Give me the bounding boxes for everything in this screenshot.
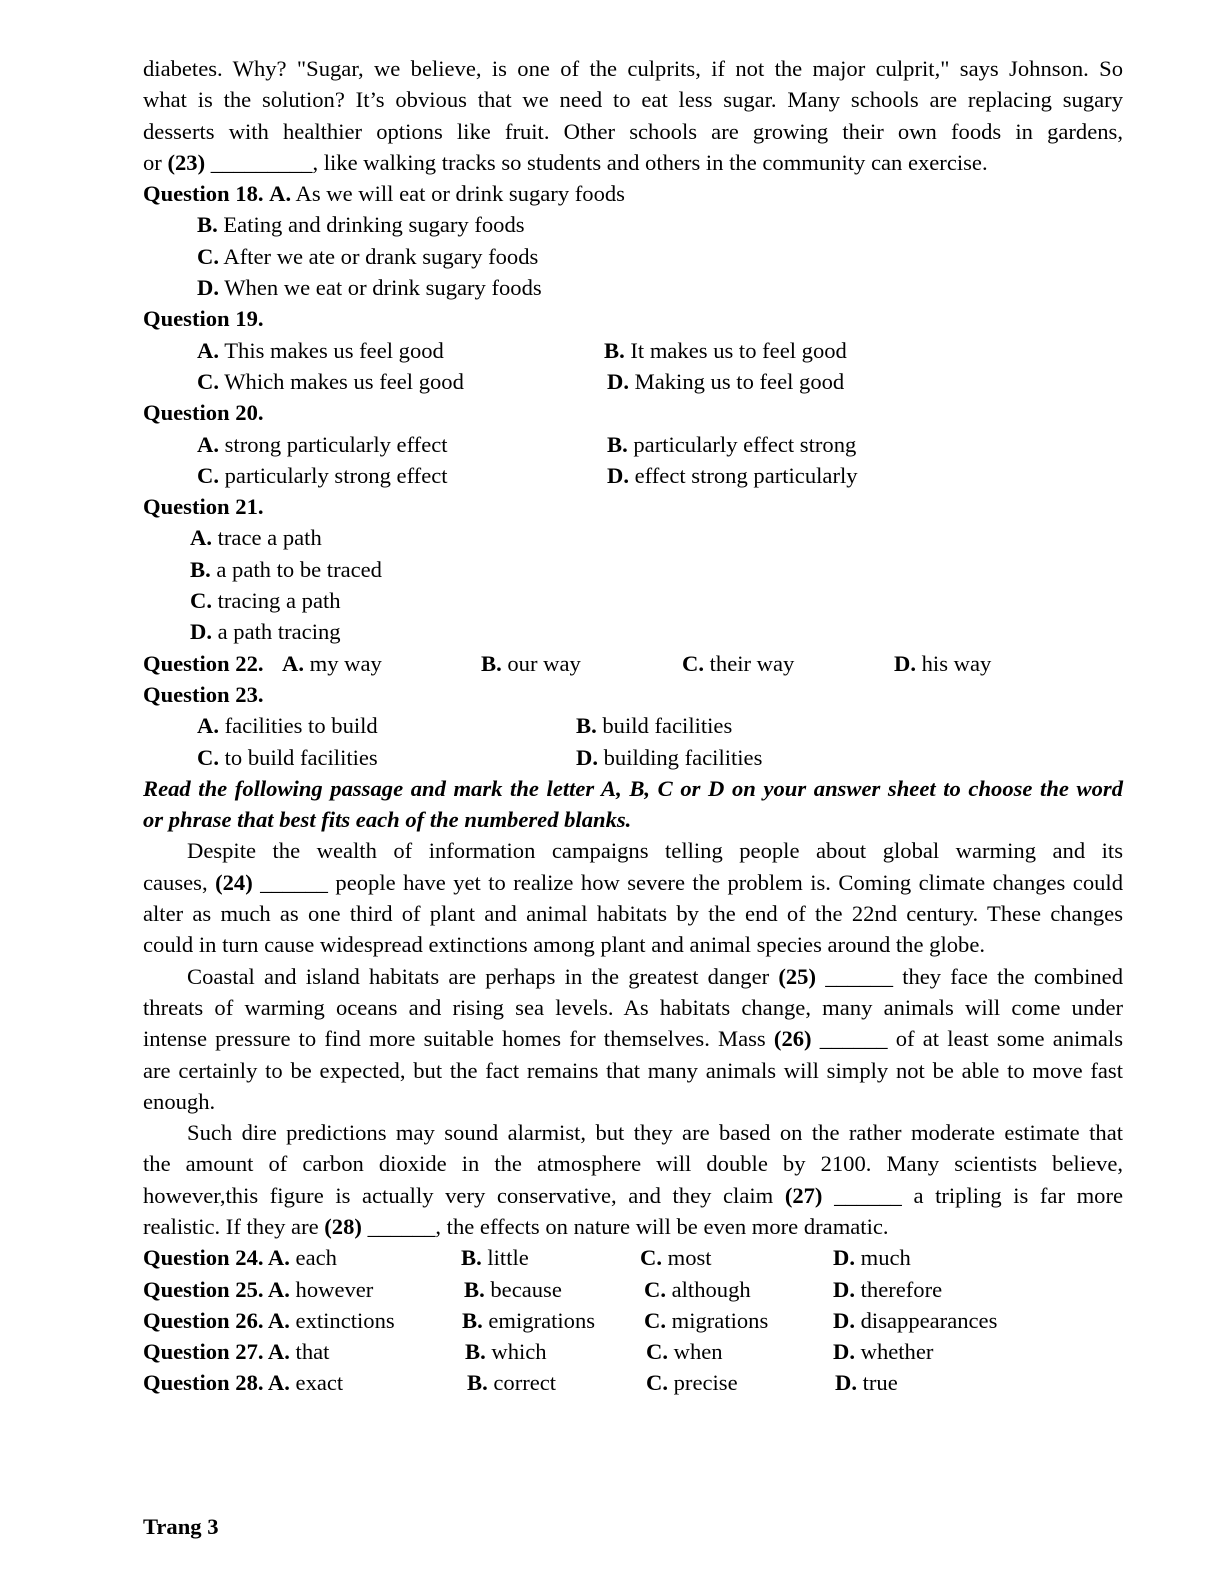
option-d: true xyxy=(862,1370,898,1396)
passage-line: what is the solution? It’s obvious that we need to eat less sugar. Many schools are replacing sugary xyxy=(143,87,1123,113)
question-label: Question 21. xyxy=(143,494,264,520)
passage-line xyxy=(143,147,1123,178)
passage-line: Despite the wealth of information campaigns telling people about global warming and its xyxy=(187,838,1123,864)
option-b: our way xyxy=(507,650,581,676)
option-letter: C. xyxy=(640,1245,662,1271)
option-c-wrap xyxy=(197,742,378,773)
option-c: although xyxy=(671,1276,751,1302)
text: however,this figure is actually very conservative, and they claim xyxy=(143,1182,785,1208)
instruction-line: or phrase that best fits each of the numbered blanks. xyxy=(143,807,632,833)
option-letter: C. xyxy=(646,1339,668,1365)
question-option xyxy=(143,209,1123,240)
blank-number: (26) xyxy=(773,1026,812,1052)
option-c: migrations xyxy=(671,1307,769,1333)
option-c-wrap xyxy=(644,1274,751,1305)
option-a: As we will eat or drink sugary foods xyxy=(295,181,625,207)
option-letter: C. xyxy=(197,744,219,770)
option-b: correct xyxy=(493,1370,557,1396)
question-28 xyxy=(143,1367,1123,1398)
option-b: emigrations xyxy=(488,1307,596,1333)
option-c-wrap xyxy=(646,1367,738,1398)
option-c: Which makes us feel good xyxy=(224,368,464,394)
option-c: when xyxy=(673,1339,723,1365)
option-letter: C. xyxy=(197,243,219,269)
option-letter: C. xyxy=(644,1276,666,1302)
passage-line xyxy=(143,961,1123,992)
question-18 xyxy=(143,178,1123,209)
option-letter: B. xyxy=(461,1245,482,1271)
text: _________, like walking tracks so students and others in the community can exercise. xyxy=(205,149,988,175)
option-letter: D. xyxy=(833,1245,855,1271)
option-c: particularly strong effect xyxy=(224,462,448,488)
option-a: facilities to build xyxy=(224,713,378,739)
option-d: effect strong particularly xyxy=(634,462,858,488)
text: Coastal and island habitats are perhaps in the greatest danger xyxy=(187,963,779,989)
question-25 xyxy=(143,1274,1123,1305)
option-a: extinctions xyxy=(295,1307,395,1333)
question-option-row xyxy=(143,366,1123,397)
question-21 xyxy=(143,491,1123,522)
option-b: because xyxy=(490,1276,562,1302)
page-content xyxy=(143,53,1123,1399)
option-d-wrap xyxy=(607,460,858,491)
passage-line xyxy=(143,1180,1123,1211)
option-c: precise xyxy=(673,1370,738,1396)
question-option-row xyxy=(143,710,1123,741)
option-letter: D. xyxy=(190,619,212,645)
text: intense pressure to find more suitable homes for themselves. Mass xyxy=(143,1026,774,1052)
option-b-wrap xyxy=(464,1274,562,1305)
option-c-wrap xyxy=(197,366,464,397)
question-label: Question 28. A. xyxy=(143,1370,290,1396)
option-b-wrap xyxy=(607,429,856,460)
option-a: each xyxy=(295,1245,337,1271)
option-d-wrap xyxy=(833,1336,933,1367)
option-letter: D. xyxy=(835,1370,857,1396)
passage-line: the amount of carbon dioxide in the atmosphere will double by 2100. Many scientists believe, xyxy=(143,1151,1123,1177)
option-d: his way xyxy=(921,650,992,676)
question-label: Question 26. A. xyxy=(143,1307,290,1333)
option-a: my way xyxy=(309,650,382,676)
passage-line: desserts with healthier options like fruit. Other schools are growing their own foods in gardens, xyxy=(143,118,1123,144)
option-a: that xyxy=(295,1339,330,1365)
option-letter: C. xyxy=(190,588,212,614)
option-letter: B. xyxy=(464,1276,485,1302)
option-c: After we ate or drank sugary foods xyxy=(223,243,539,269)
option-letter: D. xyxy=(833,1276,855,1302)
option-letter: C. xyxy=(197,368,219,394)
option-letter: D. xyxy=(894,650,916,676)
option-letter: B. xyxy=(481,650,502,676)
question-label: Question 27. A. xyxy=(143,1339,290,1365)
question-24 xyxy=(143,1242,1123,1273)
option-d: When we eat or drink sugary foods xyxy=(224,275,542,301)
question-option-row xyxy=(143,335,1123,366)
option-b: which xyxy=(491,1339,547,1365)
option-letter: D. xyxy=(607,368,629,394)
question-label: Question 24. A. xyxy=(143,1245,290,1271)
option-letter: A. xyxy=(197,337,219,363)
option-letter: B. xyxy=(576,713,597,739)
option-b: Eating and drinking sugary foods xyxy=(223,212,525,238)
option-letter: A. xyxy=(190,525,212,551)
option-b: It makes us to feel good xyxy=(630,337,847,363)
question-option-row xyxy=(143,429,1123,460)
passage-line: threats of warming oceans and rising sea levels. As habitats change, many animals will come under xyxy=(143,994,1123,1020)
passage-line: are certainly to be expected, but the fact remains that many animals will simply not be able to move fast xyxy=(143,1057,1123,1083)
option-c: tracing a path xyxy=(217,588,341,614)
question-option xyxy=(143,272,1123,303)
option-b: particularly effect strong xyxy=(633,431,857,457)
option-a-wrap xyxy=(197,335,444,366)
option-a-wrap xyxy=(197,429,448,460)
option-d-wrap xyxy=(607,366,844,397)
option-a: exact xyxy=(295,1370,344,1396)
option-c-wrap xyxy=(646,1336,723,1367)
option-b-wrap xyxy=(481,648,581,679)
passage-line: diabetes. Why? "Sugar, we believe, is one of the culprits, if not the major culprit," says Johnson. So xyxy=(143,56,1123,81)
option-d-wrap xyxy=(576,742,762,773)
option-letter: D. xyxy=(607,462,629,488)
question-option-row xyxy=(143,742,1123,773)
question-option xyxy=(143,616,1123,647)
text: ______ they face the combined xyxy=(816,963,1123,989)
option-d: building facilities xyxy=(603,744,763,770)
option-d-wrap xyxy=(833,1305,997,1336)
question-label: Question 18. xyxy=(143,181,264,207)
option-b-wrap xyxy=(576,710,732,741)
option-d-wrap xyxy=(833,1274,942,1305)
option-c: their way xyxy=(709,650,795,676)
option-letter: A. xyxy=(197,431,219,457)
passage-line: Such dire predictions may sound alarmist, but they are based on the rather moderate estimate that xyxy=(187,1120,1123,1146)
option-c-wrap xyxy=(682,648,794,679)
text: realistic. If they are xyxy=(143,1213,325,1239)
instruction-line: Read the following passage and mark the letter A, B, C or D on your answer sheet to choose the word xyxy=(143,775,1123,801)
text: ______ a tripling is far more xyxy=(822,1182,1123,1208)
option-d: therefore xyxy=(860,1276,943,1302)
option-letter: B. xyxy=(462,1307,483,1333)
text: ______, the effects on nature will be even more dramatic. xyxy=(361,1213,889,1239)
text: or xyxy=(143,149,168,175)
option-d-wrap xyxy=(833,1242,911,1273)
question-26 xyxy=(143,1305,1123,1336)
option-c: to build facilities xyxy=(224,744,378,770)
option-letter: C. xyxy=(197,462,219,488)
passage-line xyxy=(143,867,1123,898)
text: ______ of at least some animals xyxy=(811,1026,1123,1052)
option-b: little xyxy=(487,1245,529,1271)
option-b-wrap xyxy=(465,1336,547,1367)
option-a: trace a path xyxy=(217,525,322,551)
blank-number: (25) xyxy=(778,963,817,989)
passage-line xyxy=(143,1023,1123,1054)
option-d: Making us to feel good xyxy=(634,368,845,394)
passage-line: alter as much as one third of plant and animal habitats by the end of the 22nd century. These changes xyxy=(143,901,1123,927)
question-19 xyxy=(143,303,1123,334)
option-b-wrap xyxy=(462,1305,595,1336)
question-label: Question 25. A. xyxy=(143,1276,290,1302)
option-d: disappearances xyxy=(860,1307,998,1333)
passage-line xyxy=(143,1211,1123,1242)
option-letter: B. xyxy=(607,431,628,457)
blank-number: (24) xyxy=(215,869,253,895)
blank-number: (23) xyxy=(167,149,206,175)
option-a-wrap xyxy=(282,648,382,679)
option-b-wrap xyxy=(467,1367,556,1398)
option-d: whether xyxy=(860,1339,934,1365)
passage-line: enough. xyxy=(143,1088,216,1114)
option-c: most xyxy=(667,1245,712,1271)
option-letter: B. xyxy=(604,337,625,363)
option-letter: A. xyxy=(269,181,292,207)
option-a: strong particularly effect xyxy=(224,431,448,457)
option-letter: B. xyxy=(467,1370,488,1396)
option-b-wrap xyxy=(604,335,847,366)
option-letter: B. xyxy=(190,556,211,582)
option-c-wrap xyxy=(644,1305,768,1336)
option-letter: D. xyxy=(576,744,598,770)
option-d: a path tracing xyxy=(217,619,341,645)
option-d-wrap xyxy=(835,1367,898,1398)
passage-line: could in turn cause widespread extinctions among plant and animal species around the globe. xyxy=(143,932,986,958)
option-letter: B. xyxy=(197,212,218,238)
question-option-row xyxy=(143,460,1123,491)
option-a-wrap xyxy=(197,710,378,741)
option-b: build facilities xyxy=(602,713,733,739)
question-22 xyxy=(143,648,1123,679)
option-letter: A. xyxy=(282,650,304,676)
page-number: Trang 3 xyxy=(143,1514,219,1539)
option-b: a path to be traced xyxy=(216,556,382,582)
option-c-wrap xyxy=(640,1242,712,1273)
option-a: however xyxy=(295,1276,374,1302)
question-label: Question 22. xyxy=(143,650,264,676)
option-letter: D. xyxy=(197,275,219,301)
question-20 xyxy=(143,397,1123,428)
question-label: Question 19. xyxy=(143,306,264,332)
option-letter: C. xyxy=(646,1370,668,1396)
blank-number: (28) xyxy=(324,1213,362,1239)
text: causes, xyxy=(143,869,216,895)
text: ______ people have yet to realize how severe the problem is. Coming climate changes could xyxy=(252,869,1123,895)
question-option xyxy=(143,241,1123,272)
option-letter: C. xyxy=(644,1307,666,1333)
question-27 xyxy=(143,1336,1123,1367)
question-label: Question 20. xyxy=(143,400,264,426)
option-c-wrap xyxy=(197,460,448,491)
option-letter: C. xyxy=(682,650,704,676)
question-23 xyxy=(143,679,1123,710)
option-d: much xyxy=(860,1245,911,1271)
question-option xyxy=(143,585,1123,616)
question-option xyxy=(143,554,1123,585)
option-letter: D. xyxy=(833,1339,855,1365)
option-b-wrap xyxy=(461,1242,529,1273)
blank-number: (27) xyxy=(784,1182,823,1208)
question-option xyxy=(143,522,1123,553)
option-letter: B. xyxy=(465,1339,486,1365)
question-label: Question 23. xyxy=(143,681,264,707)
option-a: This makes us feel good xyxy=(224,337,444,363)
option-letter: A. xyxy=(197,713,219,739)
option-letter: D. xyxy=(833,1307,855,1333)
option-d-wrap xyxy=(894,648,991,679)
